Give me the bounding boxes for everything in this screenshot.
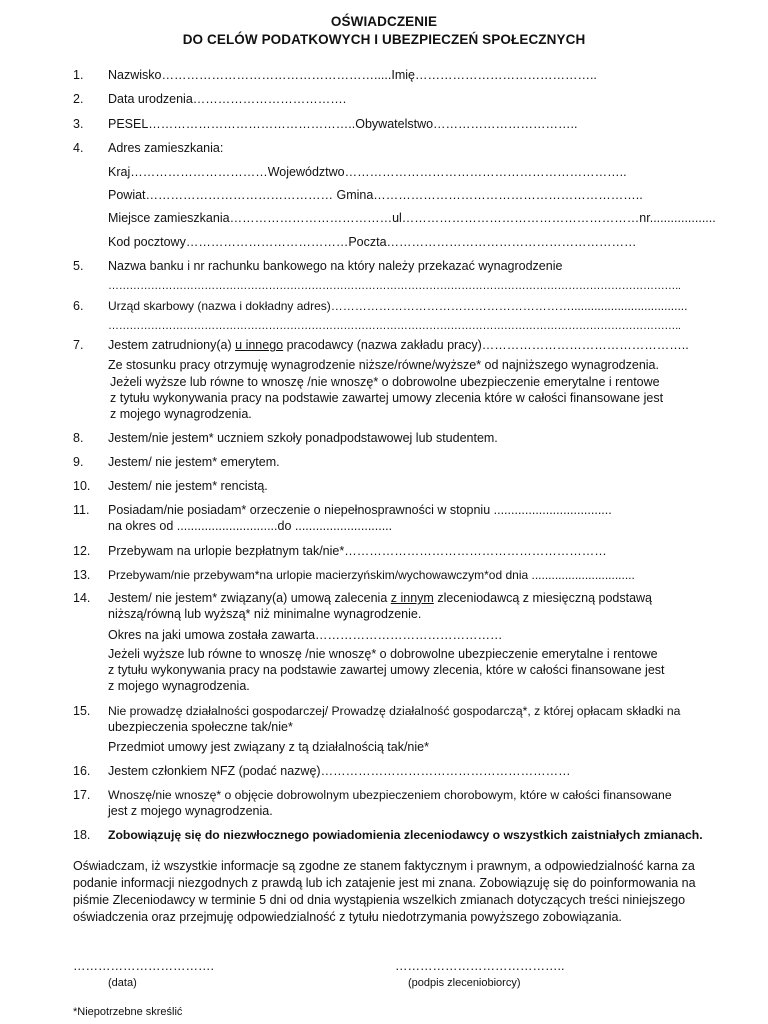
country-voivodeship-field[interactable]: Kraj……………………………Województwo………………………………………………………….. xyxy=(108,165,627,179)
business-activity-text: Nie prowadzę działalności gospodarczej/ Prowadzę działalność gospodarczą*, z której opłacam składki na xyxy=(108,704,681,718)
item-number: 5. xyxy=(73,259,84,273)
bank-account-label: Nazwa banku i nr rachunku bankowego na który należy przekazać wynagrodzenie xyxy=(108,259,563,273)
pension-text-14-cont: z tytułu wykonywania pracy na podstawie zawartej umowy zlecenia, które w całości finansowane jest xyxy=(108,663,665,677)
birth-date-field[interactable]: Data urodzenia………………………………. xyxy=(108,92,347,106)
address-heading: Adres zamieszkania: xyxy=(108,141,224,155)
item-number: 15. xyxy=(73,704,91,718)
contractor-signature-line[interactable]: ………………………………….. xyxy=(395,959,565,973)
document-title-line2: DO CELÓW PODATKOWYCH I UBEZPIECZEŃ SPOŁECZNYCH xyxy=(182,32,586,47)
item-number: 18. xyxy=(73,828,91,842)
item-number: 16. xyxy=(73,764,91,778)
pension-text-end: z mojego wynagrodzenia. xyxy=(110,407,252,421)
name-surname-field[interactable]: Nazwisko…………………………………………….....Imię…………………………………….. xyxy=(108,68,597,82)
item-number: 9. xyxy=(73,455,84,469)
item-number: 12. xyxy=(73,544,91,558)
postal-code-field[interactable]: Kod pocztowy…………………………………Poczta…………………………………………………… xyxy=(108,235,637,249)
contract-subject-text: Przedmiot umowy jest związany z tą działalnością tak/nie* xyxy=(108,740,429,754)
maternity-leave-field[interactable]: Przebywam/nie przebywam*na urlopie macierzyńskim/wychowawczym*od dnia ............................... xyxy=(108,568,635,582)
declaration-line: podanie informacji niezgodnych z prawdą lub ich zatajenie jest mi znana. Zobowiązuję się do poinformowania na xyxy=(73,876,696,890)
footnote: *Niepotrzebne skreślić xyxy=(73,1006,183,1018)
pensioner-status-text: Jestem/ nie jestem* emerytem. xyxy=(108,455,280,469)
declaration-line: piśmie Zleceniodawcy w terminie 5 dni od dnia wystąpienia wszelkich zmianach dotyczących treści niniejszego xyxy=(73,893,686,907)
bank-account-field[interactable]: …………………………………………………………………………………………………………………………………………….. xyxy=(108,280,681,292)
contract-base-text: niższą/równą lub wyższą* niż minimalne wynagrodzenie. xyxy=(108,607,422,621)
item-number: 6. xyxy=(73,299,84,313)
obligation-statement: Zobowiązuję się do niezwłocznego powiadomienia zleceniodawcy o wszystkich zaistniałych zmianach. xyxy=(108,828,703,842)
declaration-paragraph xyxy=(73,858,723,926)
item-number: 17. xyxy=(73,788,91,802)
declaration-line: oświadczenia oraz przejmuję odpowiedzialność z tytułu niedotrzymania powyższego zobowiązania. xyxy=(73,910,622,924)
item-number: 10. xyxy=(73,479,91,493)
pension-text-cont: z tytułu wykonywania pracy na podstawie zawartej umowy zlecenia które w całości finansowane jest xyxy=(110,391,664,405)
item-number: 1. xyxy=(73,68,84,82)
nfz-field[interactable]: Jestem członkiem NFZ (podać nazwę)…………………………………………………… xyxy=(108,764,571,778)
county-municipality-field[interactable]: Powiat……………………………………… Gmina……………………………………………………….. xyxy=(108,188,643,202)
employer-field[interactable]: Jestem zatrudniony(a) u innego pracodawcy (nazwa zakładu pracy)………………………………………….. xyxy=(108,338,689,352)
item-number: 7. xyxy=(73,338,84,352)
pension-text-14-end: z mojego wynagrodzenia. xyxy=(108,679,250,693)
disability-period-field[interactable]: na okres od .............................do ............................ xyxy=(108,519,393,533)
student-status-text: Jestem/nie jestem* uczniem szkoły ponadpodstawowej lub studentem. xyxy=(108,431,498,445)
sickness-insurance-text-end: jest z mojego wynagrodzenia. xyxy=(108,804,273,818)
other-contract-text: Jestem/ nie jestem* związany(a) umową zalecenia z innym zleceniodawcą z miesięczną podstawą xyxy=(108,591,653,605)
annuitant-status-text: Jestem/ nie jestem* rencistą. xyxy=(108,479,268,493)
contract-period-field[interactable]: Okres na jaki umowa została zawarta……………………………………… xyxy=(108,628,503,642)
date-label: (data) xyxy=(108,977,137,989)
item-number: 2. xyxy=(73,92,84,106)
salary-statement-text: Ze stosunku pracy otrzymuję wynagrodzenie niższe/równe/wyższe* od najniższego wynagrodzenia. xyxy=(108,358,659,372)
tax-office-address-field[interactable]: …………………………………………………………………………………………………………………………………………….. xyxy=(108,320,681,332)
tax-office-field[interactable]: Urząd skarbowy (nazwa i dokładny adres)……………………………………………………................................... xyxy=(108,299,688,313)
item-number: 8. xyxy=(73,431,84,445)
date-signature-line[interactable]: ……………………………. xyxy=(73,959,214,973)
pesel-citizenship-field[interactable]: PESEL…………………………………………..Obywatelstwo…………………………….. xyxy=(108,117,578,131)
sickness-insurance-text: Wnoszę/nie wnoszę* o objęcie dobrowolnym ubezpieczeniem chorobowym, które w całości finansowane xyxy=(108,788,672,802)
pension-text: Jeżeli wyższe lub równe to wnoszę /nie wnoszę* o dobrowolne ubezpieczenie emerytalne i rentowe xyxy=(110,375,660,389)
disability-field[interactable]: Posiadam/nie posiadam* orzeczenie o niepełnosprawności w stopniu .................................. xyxy=(108,503,612,517)
social-insurance-text: ubezpieczenia społeczne tak/nie* xyxy=(108,720,293,734)
city-street-field[interactable]: Miejsce zamieszkania…………………………………ul…………………………………………………nr................... xyxy=(108,211,716,225)
document-title-line1: OŚWIADCZENIE xyxy=(330,14,438,29)
declaration-line: Oświadczam, iż wszystkie informacje są zgodne ze stanem faktycznym i prawnym, a odpowiedzialność karna za xyxy=(73,859,695,873)
contractor-signature-label: (podpis zleceniobiorcy) xyxy=(408,977,521,989)
item-number: 4. xyxy=(73,141,84,155)
item-number: 13. xyxy=(73,568,91,582)
pension-text-14: Jeżeli wyższe lub równe to wnoszę /nie wnoszę* o dobrowolne ubezpieczenie emerytalne i rentowe xyxy=(108,647,658,661)
unpaid-leave-field[interactable]: Przebywam na urlopie bezpłatnym tak/nie*……………………………………………………… xyxy=(108,544,607,558)
item-number: 11. xyxy=(73,503,90,517)
item-number: 14. xyxy=(73,591,91,605)
item-number: 3. xyxy=(73,117,84,131)
